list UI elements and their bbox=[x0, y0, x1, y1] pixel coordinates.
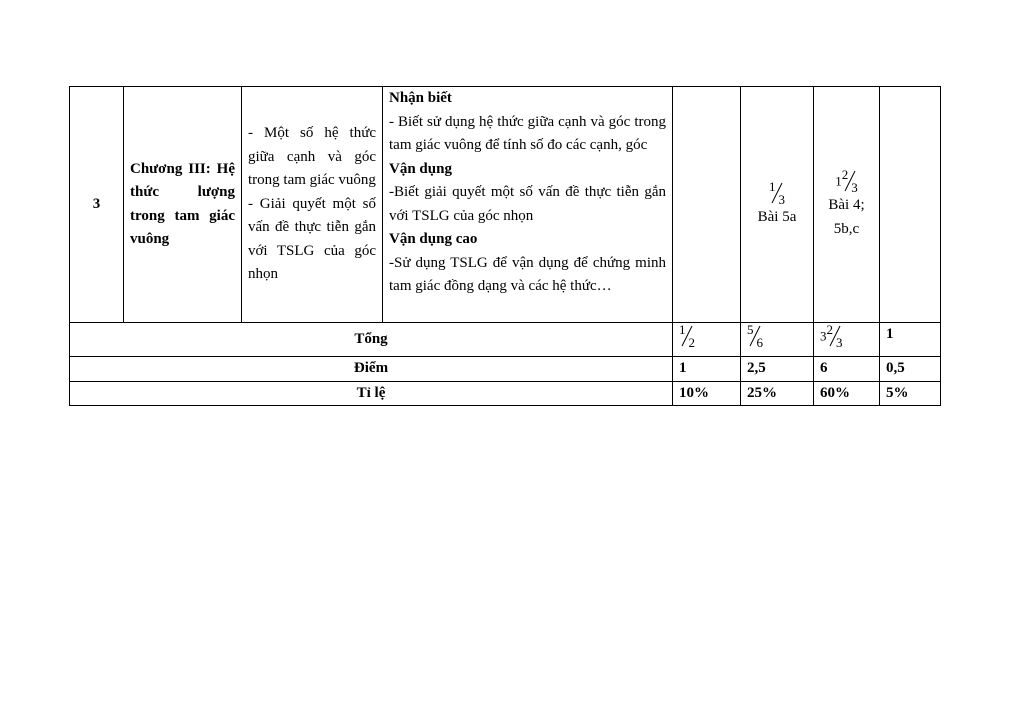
content-cell bbox=[242, 87, 383, 323]
points-label: Điểm bbox=[70, 357, 673, 382]
level-col-c-label-2: 5b,c bbox=[833, 220, 860, 237]
chapter-title: Chương III: Hệ thức lượng trong tam giác vuông bbox=[124, 87, 242, 323]
level-col-d bbox=[880, 87, 941, 323]
level-heading-advanced: Vận dụng cao bbox=[389, 231, 478, 247]
points-c: 6 bbox=[814, 357, 880, 382]
points-row bbox=[70, 357, 941, 382]
fraction-one-third: 1 3 bbox=[769, 178, 785, 207]
level-description-cell bbox=[383, 87, 673, 323]
chapter-row bbox=[70, 87, 941, 323]
mixed-fraction: 1 2 3 bbox=[835, 167, 858, 195]
total-label: Tổng bbox=[70, 323, 673, 357]
level-col-c bbox=[814, 87, 880, 323]
ratio-row bbox=[70, 381, 941, 406]
level-col-b-label: Bài 5a bbox=[757, 208, 797, 225]
level-col-a bbox=[673, 87, 741, 323]
ratio-b: 25% bbox=[741, 381, 814, 406]
total-d: 1 bbox=[880, 323, 941, 357]
ratio-label: Tỉ lệ bbox=[70, 381, 673, 406]
ratio-a: 10% bbox=[673, 381, 741, 406]
level-text-advanced: -Sử dụng TSLG để vận dụng để chứng minh tam giác đồng dạng và các hệ thức… bbox=[389, 254, 666, 294]
matrix-table bbox=[69, 86, 941, 406]
total-b: 5 6 bbox=[741, 323, 814, 357]
points-b: 2,5 bbox=[741, 357, 814, 382]
total-c: 3 2 3 bbox=[814, 323, 880, 357]
level-text-recognize: - Biết sử dụng hệ thức giữa cạnh và góc trong tam giác vuông để tính số đo các cạnh, góc bbox=[389, 113, 666, 153]
ratio-c: 60% bbox=[814, 381, 880, 406]
content-item-2: - Giải quyết một số vấn đề thực tiễn gắn với TSLG của góc nhọn bbox=[248, 195, 376, 283]
total-a: 1 2 bbox=[673, 323, 741, 357]
content-item-1: - Một số hệ thức giữa cạnh và góc trong tam giác vuông bbox=[248, 125, 376, 189]
level-heading-apply: Vận dụng bbox=[389, 160, 452, 177]
row-number: 3 bbox=[70, 87, 124, 323]
level-heading-recognize: Nhận biết bbox=[389, 90, 452, 106]
level-col-c-label-1: Bài 4; bbox=[828, 197, 865, 213]
points-a: 1 bbox=[673, 357, 741, 382]
level-text-apply: -Biết giải quyết một số vấn đề thực tiễn gắn với TSLG của góc nhọn bbox=[389, 184, 666, 224]
level-col-b bbox=[741, 87, 814, 323]
total-row bbox=[70, 323, 941, 357]
points-d: 0,5 bbox=[880, 357, 941, 382]
ratio-d: 5% bbox=[880, 381, 941, 406]
